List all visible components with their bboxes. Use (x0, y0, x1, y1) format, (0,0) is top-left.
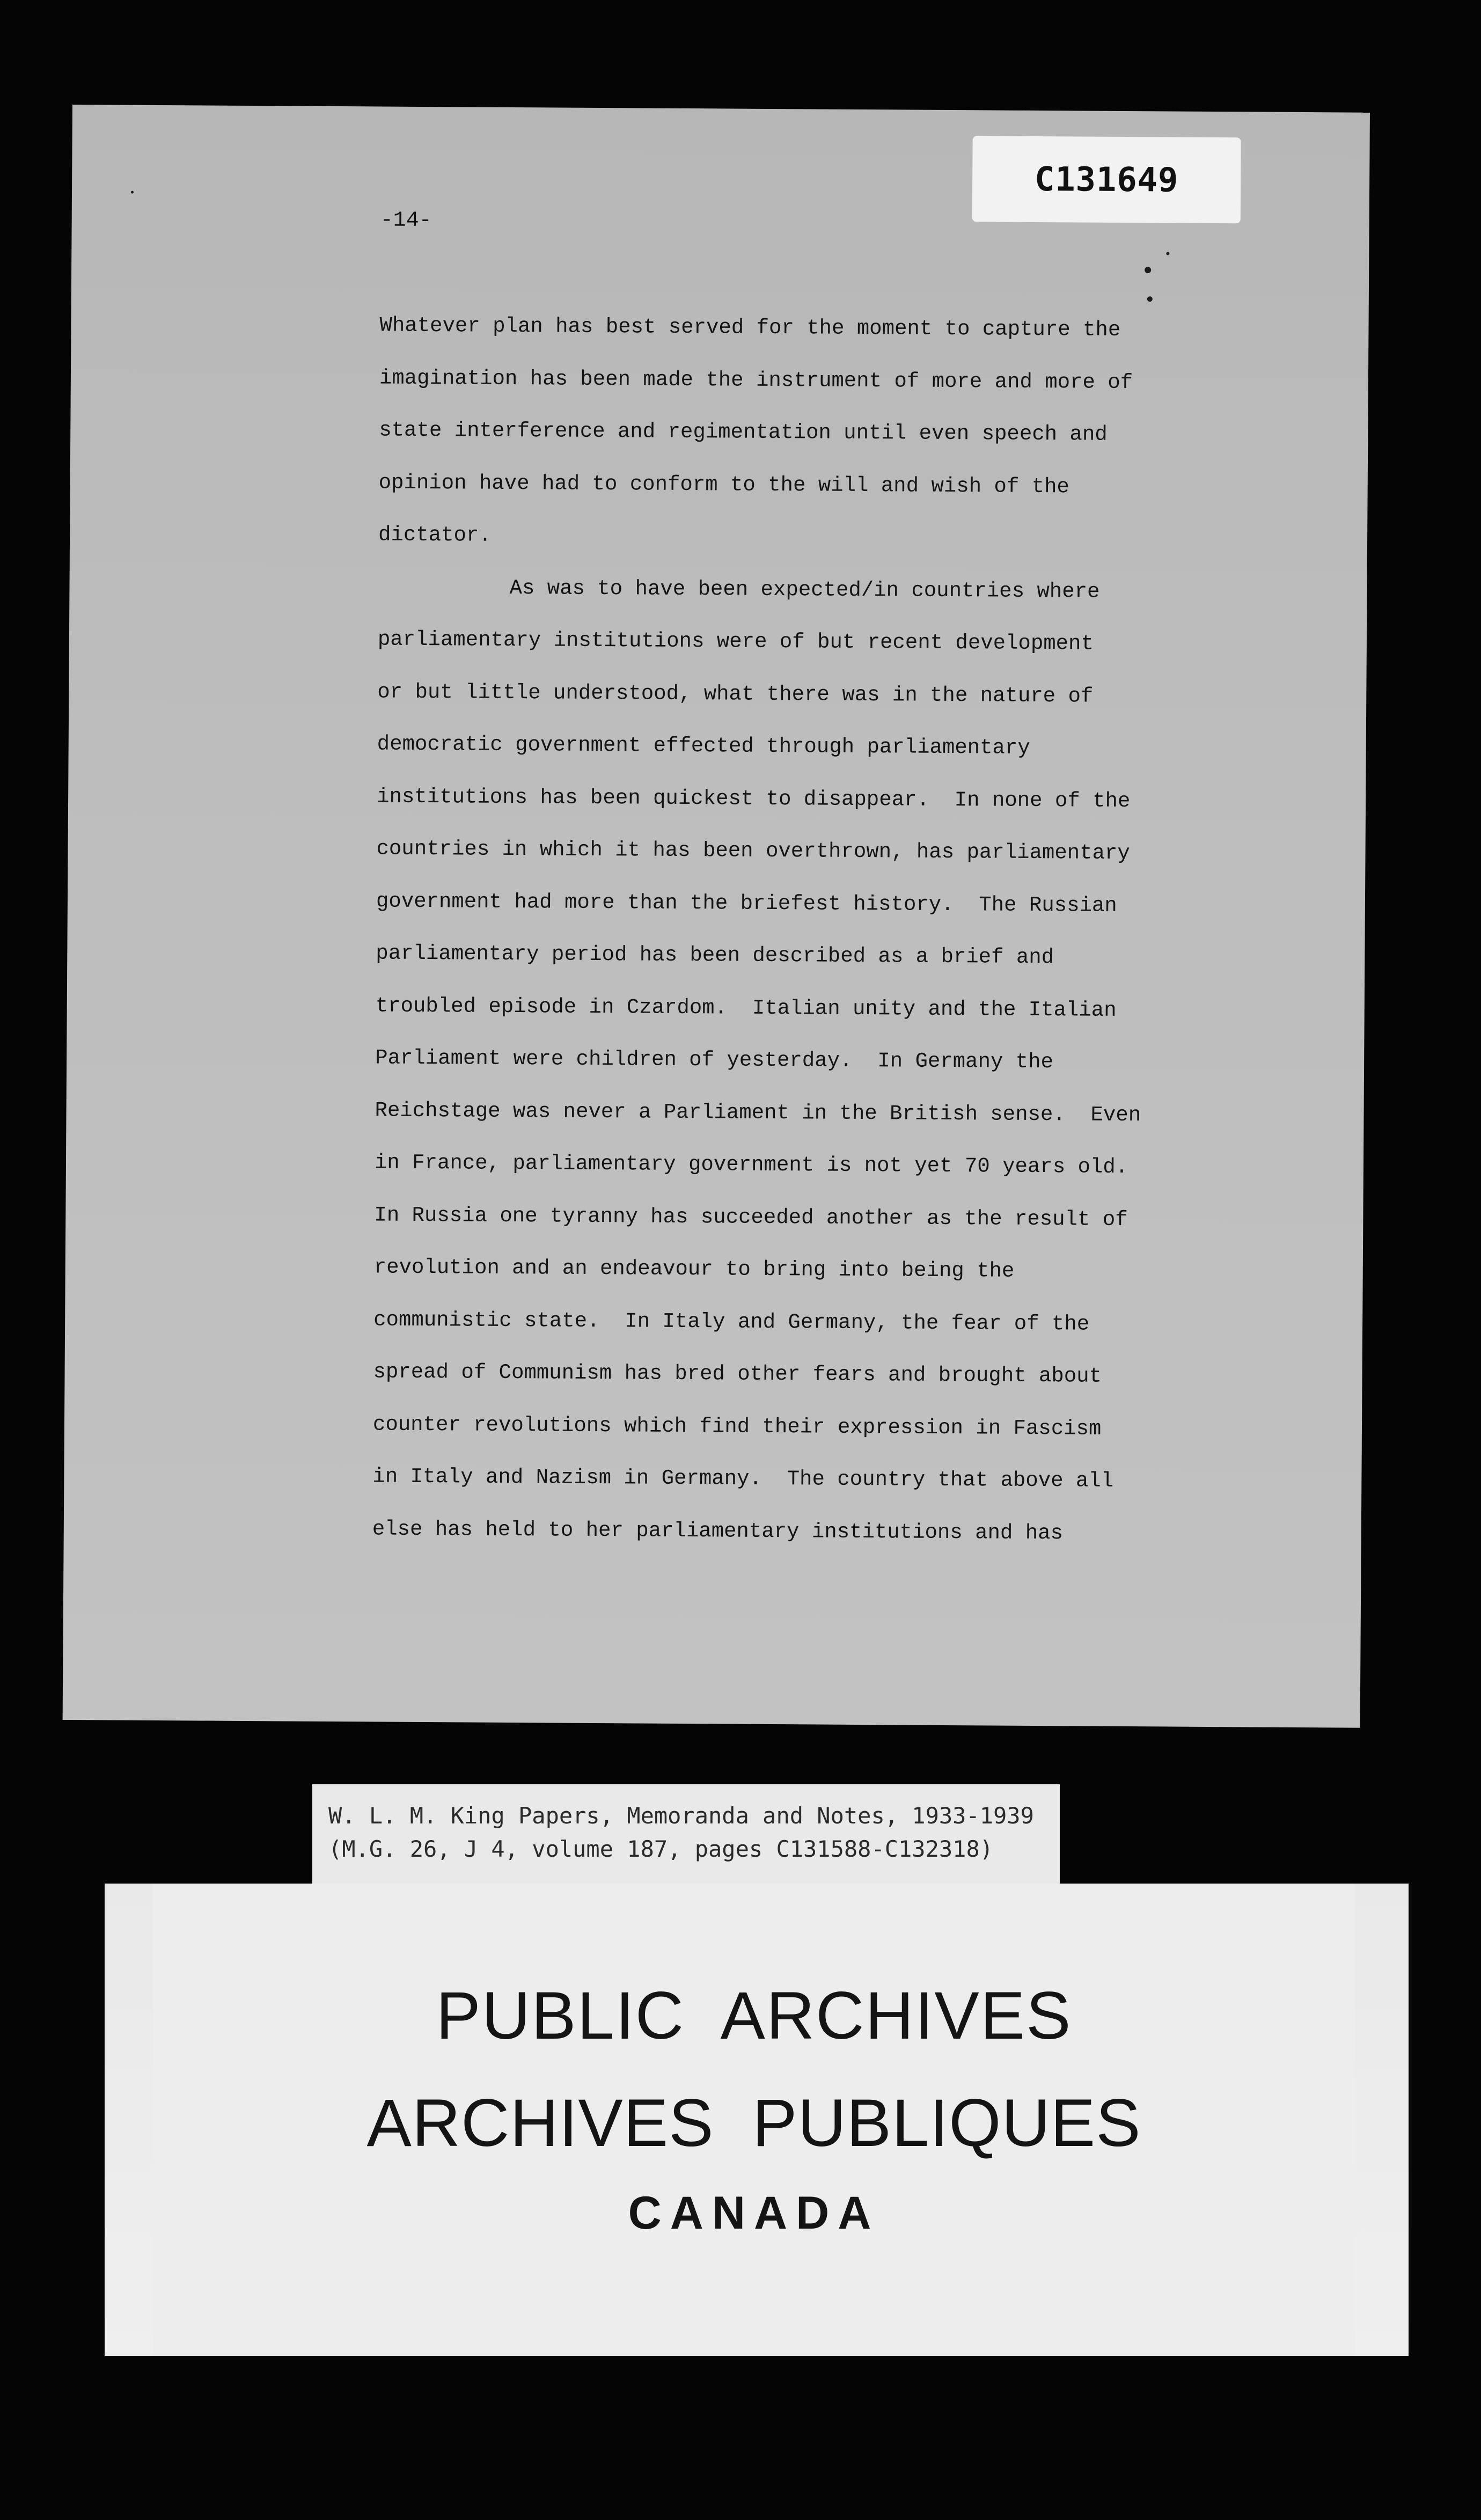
text-line: In Russia one tyranny has succeeded another as the result of (374, 1203, 1128, 1232)
text-line: communistic state. In Italy and Germany, the fear of the (373, 1307, 1090, 1336)
text-line: counter revolutions which find their expression in Fascism (372, 1412, 1102, 1441)
text-line: parliamentary period has been described as a brief and (376, 941, 1054, 970)
text-line: government had more than the briefest history. The Russian (376, 889, 1117, 918)
text-line: else has held to her parliamentary institutions and has (372, 1517, 1064, 1545)
text-line: institutions has been quickest to disappear. In none of the (377, 784, 1131, 813)
page-number: -14- (380, 208, 432, 233)
ink-speck (1145, 267, 1151, 273)
ink-speck (1147, 296, 1153, 302)
text-line: Whatever plan has best served for the moment to capture the (379, 313, 1121, 342)
archives-country: CANADA (628, 2187, 880, 2239)
typed-page (63, 105, 1370, 1728)
text-line: opinion have had to conform to the will and wish of the (378, 470, 1070, 499)
typed-body (372, 300, 1238, 1561)
text-line: Parliament were children of yesterday. In Germany the (375, 1046, 1054, 1074)
archives-title-french: ARCHIVES PUBLIQUES (366, 2086, 1141, 2160)
citation-text (328, 1799, 1034, 1866)
text-line: imagination has been made the instrument of more and more of (379, 366, 1133, 394)
text-line: democratic government effected through parliamentary (377, 732, 1030, 760)
text-line: or but little understood, what there was in the nature of (377, 679, 1094, 708)
ink-speck (1166, 252, 1169, 255)
citation-line-1: W. L. M. King Papers, Memoranda and Notes, 1933-1939 (328, 1803, 1034, 1829)
frame-number-label: C131649 (972, 136, 1241, 223)
archives-card-inner (153, 1884, 1355, 2356)
text-line: in Italy and Nazism in Germany. The country that above all (372, 1464, 1114, 1493)
text-line: As was to have been expected/in countries where (509, 576, 1100, 604)
archives-title-english: PUBLIC ARCHIVES (436, 1979, 1072, 2053)
text-line: troubled episode in Czardom. Italian unity and the Italian (375, 993, 1117, 1022)
text-line: in France, parliamentary government is not yet 70 years old. (374, 1151, 1128, 1180)
text-line: state interference and regimentation until even speech and (379, 418, 1108, 446)
archives-card (105, 1884, 1409, 2356)
ink-speck (131, 191, 134, 194)
text-line: spread of Communism has bred other fears and brought about (373, 1360, 1102, 1388)
text-line: countries in which it has been overthrown, has parliamentary (376, 837, 1130, 866)
text-line: Reichstage was never a Parliament in the British sense. Even (375, 1098, 1141, 1127)
text-line: dictator. (378, 523, 492, 547)
citation-line-2: (M.G. 26, J 4, volume 187, pages C131588-C132318) (328, 1836, 994, 1862)
text-line: revolution and an endeavour to bring into being the (373, 1255, 1015, 1283)
text-line: parliamentary institutions were of but recent development (377, 627, 1094, 656)
citation-slip (312, 1784, 1060, 1884)
